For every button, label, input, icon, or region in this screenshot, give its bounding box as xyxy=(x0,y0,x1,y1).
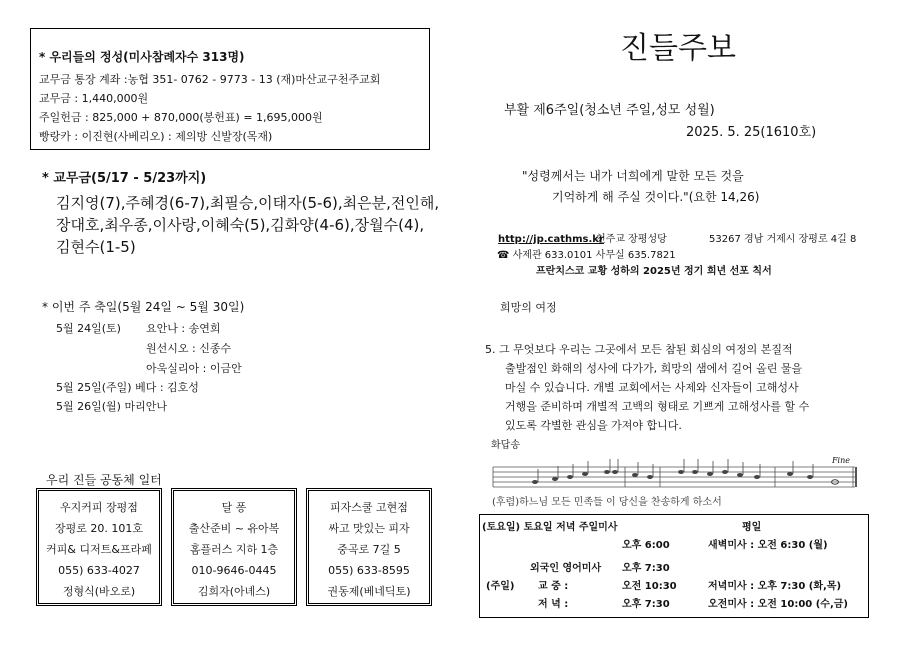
shop-phone: 055) 633-8595 xyxy=(328,564,410,577)
shop-card xyxy=(306,488,432,606)
feast-names: 아욱실리아 : 이금안 xyxy=(146,362,242,375)
psalm-label: 화답송 xyxy=(491,440,520,451)
offering-church-fee: 교무금 : 1,440,000원 xyxy=(39,92,149,105)
shop-name: 우지커피 장평점 xyxy=(60,501,138,514)
shop-owner: 정형식(바오로) xyxy=(62,585,136,598)
shop-line: 중곡로 7길 5 xyxy=(337,543,401,556)
parish-url[interactable]: http://jp.cathms.kr xyxy=(498,234,604,245)
issue-number: 2025. 5. 25(1610호) xyxy=(686,125,817,140)
shop-name: 피자스쿨 고현점 xyxy=(330,501,408,514)
shop-owner: 권동제(베네딕토) xyxy=(327,585,411,598)
hope-line: 마실 수 있습니다. 개별 교회에서는 사제와 신자들이 고해성사 xyxy=(505,381,799,394)
parish-phone: ☎ 사제관 633.0101 사무실 635.7821 xyxy=(497,250,676,261)
shop-phone: 010-9646-0445 xyxy=(191,564,277,577)
hope-line: 거행을 준비하며 개별적 고백의 형태로 기쁘게 고해성사를 할 수 xyxy=(505,400,810,413)
music-fine: Fine xyxy=(832,456,850,465)
quote-line-2: 기억하게 해 주실 것이다."(요한 14,26) xyxy=(552,190,760,204)
contributor-line: 김지영(7),주혜경(6-7),최필승,이태자(5-6),최은분,전인해, xyxy=(56,194,440,212)
contributor-line: 김현수(1-5) xyxy=(56,238,136,256)
feast-names: 원선시오 : 신종수 xyxy=(146,342,232,355)
youth-label: 저 녁 : xyxy=(538,599,569,610)
sat-label: (토요일) 토요일 저녁 주일미사 xyxy=(482,522,618,533)
shop-phone: 055) 633-4027 xyxy=(58,564,140,577)
hope-line: 5. 그 무엇보다 우리는 그곳에서 모든 참된 회심의 여정의 본질적 xyxy=(485,343,793,356)
music-lyrics: (후렴)하느님 모든 민족들 이 당신을 찬송하게 하소서 xyxy=(492,497,722,508)
shop-line: 싸고 맛있는 피자 xyxy=(328,522,410,535)
morning-mass: 오전미사 : 오전 10:00 (수,금) xyxy=(708,599,848,610)
dawn-mass: 새벽미사 : 오전 6:30 (월) xyxy=(708,540,828,551)
shop-card xyxy=(171,488,297,606)
feast-names: 요안나 : 송연희 xyxy=(146,322,221,335)
adult-time: 오전 10:30 xyxy=(622,581,677,592)
bulletin-title: 진들주보 xyxy=(620,31,736,66)
offering-title: * 우리들의 정성(미사참례자수 313명) xyxy=(39,50,245,64)
feast-date: 5월 25일(주일) 베다 : 김호성 xyxy=(56,381,199,394)
quote-line-1: "성령께서는 내가 너희에게 말한 모든 것을 xyxy=(522,169,744,183)
sunday-label: (주일) xyxy=(486,581,515,592)
shop-owner: 김희자(아녜스) xyxy=(197,585,271,598)
adult-label: 교 중 : xyxy=(538,581,569,592)
offering-box xyxy=(30,28,430,150)
bull-title: 프란치스코 교황 성하의 2025년 정기 희년 선포 칙서 xyxy=(536,266,772,277)
shop-card xyxy=(36,488,162,606)
foreign-time: 오후 7:30 xyxy=(622,563,670,574)
hope-line: 출발점인 화해의 성사에 다가가, 희망의 샘에서 길어 올린 물을 xyxy=(505,362,803,375)
weekday-label: 평일 xyxy=(742,522,762,533)
jobs-heading: 우리 진들 공동체 일터 xyxy=(46,473,162,487)
hope-heading: 희망의 여정 xyxy=(500,301,557,314)
contributors-heading: * 교무금(5/17 - 5/23까지) xyxy=(42,171,207,186)
shop-name: 달 퐁 xyxy=(221,501,247,514)
hope-line: 있도록 각별한 관심을 가져야 합니다. xyxy=(505,419,682,432)
shop-line: 출산준비 ~ 유아복 xyxy=(188,522,280,535)
shop-line: 커피& 디저트&프라페 xyxy=(46,543,152,556)
feast-date: 5월 24일(토) xyxy=(56,322,121,335)
offering-bread: 빵랑카 : 이진현(사베리오) : 제의방 신발장(목재) xyxy=(39,130,273,143)
shop-line: 장평로 20. 101호 xyxy=(55,522,143,535)
youth-time: 오후 7:30 xyxy=(622,599,670,610)
hope-text xyxy=(485,340,809,435)
parish-address: 53267 경남 거제시 장평로 4길 8 xyxy=(709,234,857,245)
feast-date: 5월 26일(월) 마리안나 xyxy=(56,400,167,413)
sat-time: 오후 6:00 xyxy=(622,540,670,551)
evening-mass: 저녁미사 : 오후 7:30 (화,목) xyxy=(708,581,842,592)
feasts-heading: * 이번 주 축일(5월 24일 ~ 5월 30일) xyxy=(42,300,245,314)
parish-name: 천주교 장평성당 xyxy=(596,234,667,245)
foreign-mass: 외국인 영어미사 xyxy=(530,563,602,574)
offering-sunday: 주일헌금 : 825,000 + 870,000(봉헌표) = 1,695,000원 xyxy=(39,111,323,124)
offering-account: 교무금 통장 계좌 :농협 351- 0762 - 9773 - 13 (재)마산교구천주교회 xyxy=(39,73,381,86)
mass-schedule xyxy=(479,514,869,618)
liturgy-label: 부활 제6주일(청소년 주일,성모 성월) xyxy=(504,103,715,118)
shop-line: 홈플러스 지하 1층 xyxy=(189,543,279,556)
contributors-list xyxy=(56,192,439,258)
contributor-line: 장대호,최우종,이사랑,이혜숙(5),김화양(4-6),장월수(4), xyxy=(56,216,425,234)
